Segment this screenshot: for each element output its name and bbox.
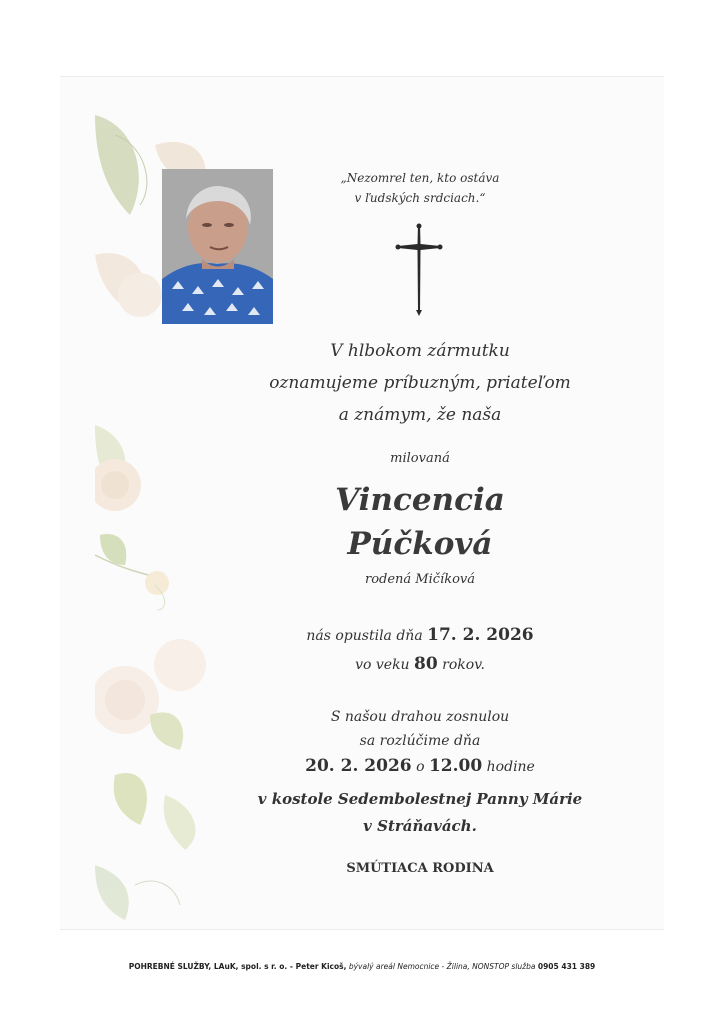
- quote-line-1: „Nezomrel ten, kto ostáva: [340, 171, 500, 185]
- death-date: 17. 2. 2026: [427, 625, 534, 645]
- intro-line-3: a známym, že naša: [338, 405, 502, 425]
- epitaph-quote: [240, 168, 600, 208]
- funeral-connector: o: [416, 759, 425, 775]
- deceased-first-name: Vincencia: [335, 482, 505, 518]
- age-value: 80: [414, 654, 438, 674]
- deceased-last-name: Púčková: [347, 526, 493, 562]
- intro-line-1: V hlbokom zármutku: [330, 341, 510, 361]
- age-prefix: vo veku: [355, 657, 410, 673]
- age-suffix: rokov.: [442, 657, 485, 673]
- death-date-prefix: nás opustila dňa: [306, 628, 423, 644]
- funeral-time-suffix: hodine: [486, 759, 535, 775]
- cross-icon: [394, 222, 444, 316]
- funeral-service-footer: [0, 962, 724, 971]
- farewell-text: [240, 705, 600, 753]
- maiden-name: rodená Mičíková: [364, 572, 476, 587]
- footer-phone: 0905 431 389: [537, 962, 596, 971]
- announcement-text: [240, 335, 600, 431]
- intro-line-2: oznamujeme príbuzným, priateľom: [269, 373, 571, 393]
- place-line-1: v kostole Sedembolestnej Panny Márie: [257, 790, 583, 808]
- funeral-datetime: [240, 756, 600, 776]
- place-line-2: v Stráňavách.: [363, 817, 477, 835]
- quote-line-2: v ľudských srdciach.“: [354, 191, 486, 205]
- beloved-label: milovaná: [390, 451, 450, 466]
- farewell-line-1: S našou drahou zosnulou: [330, 709, 510, 725]
- family-signature: SMÚTIACA RODINA: [346, 861, 494, 876]
- deceased-name: [240, 478, 600, 566]
- death-details: [240, 621, 600, 679]
- funeral-time: 12.00: [428, 756, 483, 776]
- funeral-place: [240, 786, 600, 840]
- farewell-line-2: sa rozlúčime dňa: [359, 733, 481, 749]
- footer-address: bývalý areál Nemocnice - Žilina, NONSTOP služba: [346, 962, 538, 971]
- footer-company: POHREBNÉ SLUŽBY, LAuK, spol. s r. o. - Peter Kicoš,: [128, 962, 347, 971]
- funeral-date: 20. 2. 2026: [305, 756, 412, 776]
